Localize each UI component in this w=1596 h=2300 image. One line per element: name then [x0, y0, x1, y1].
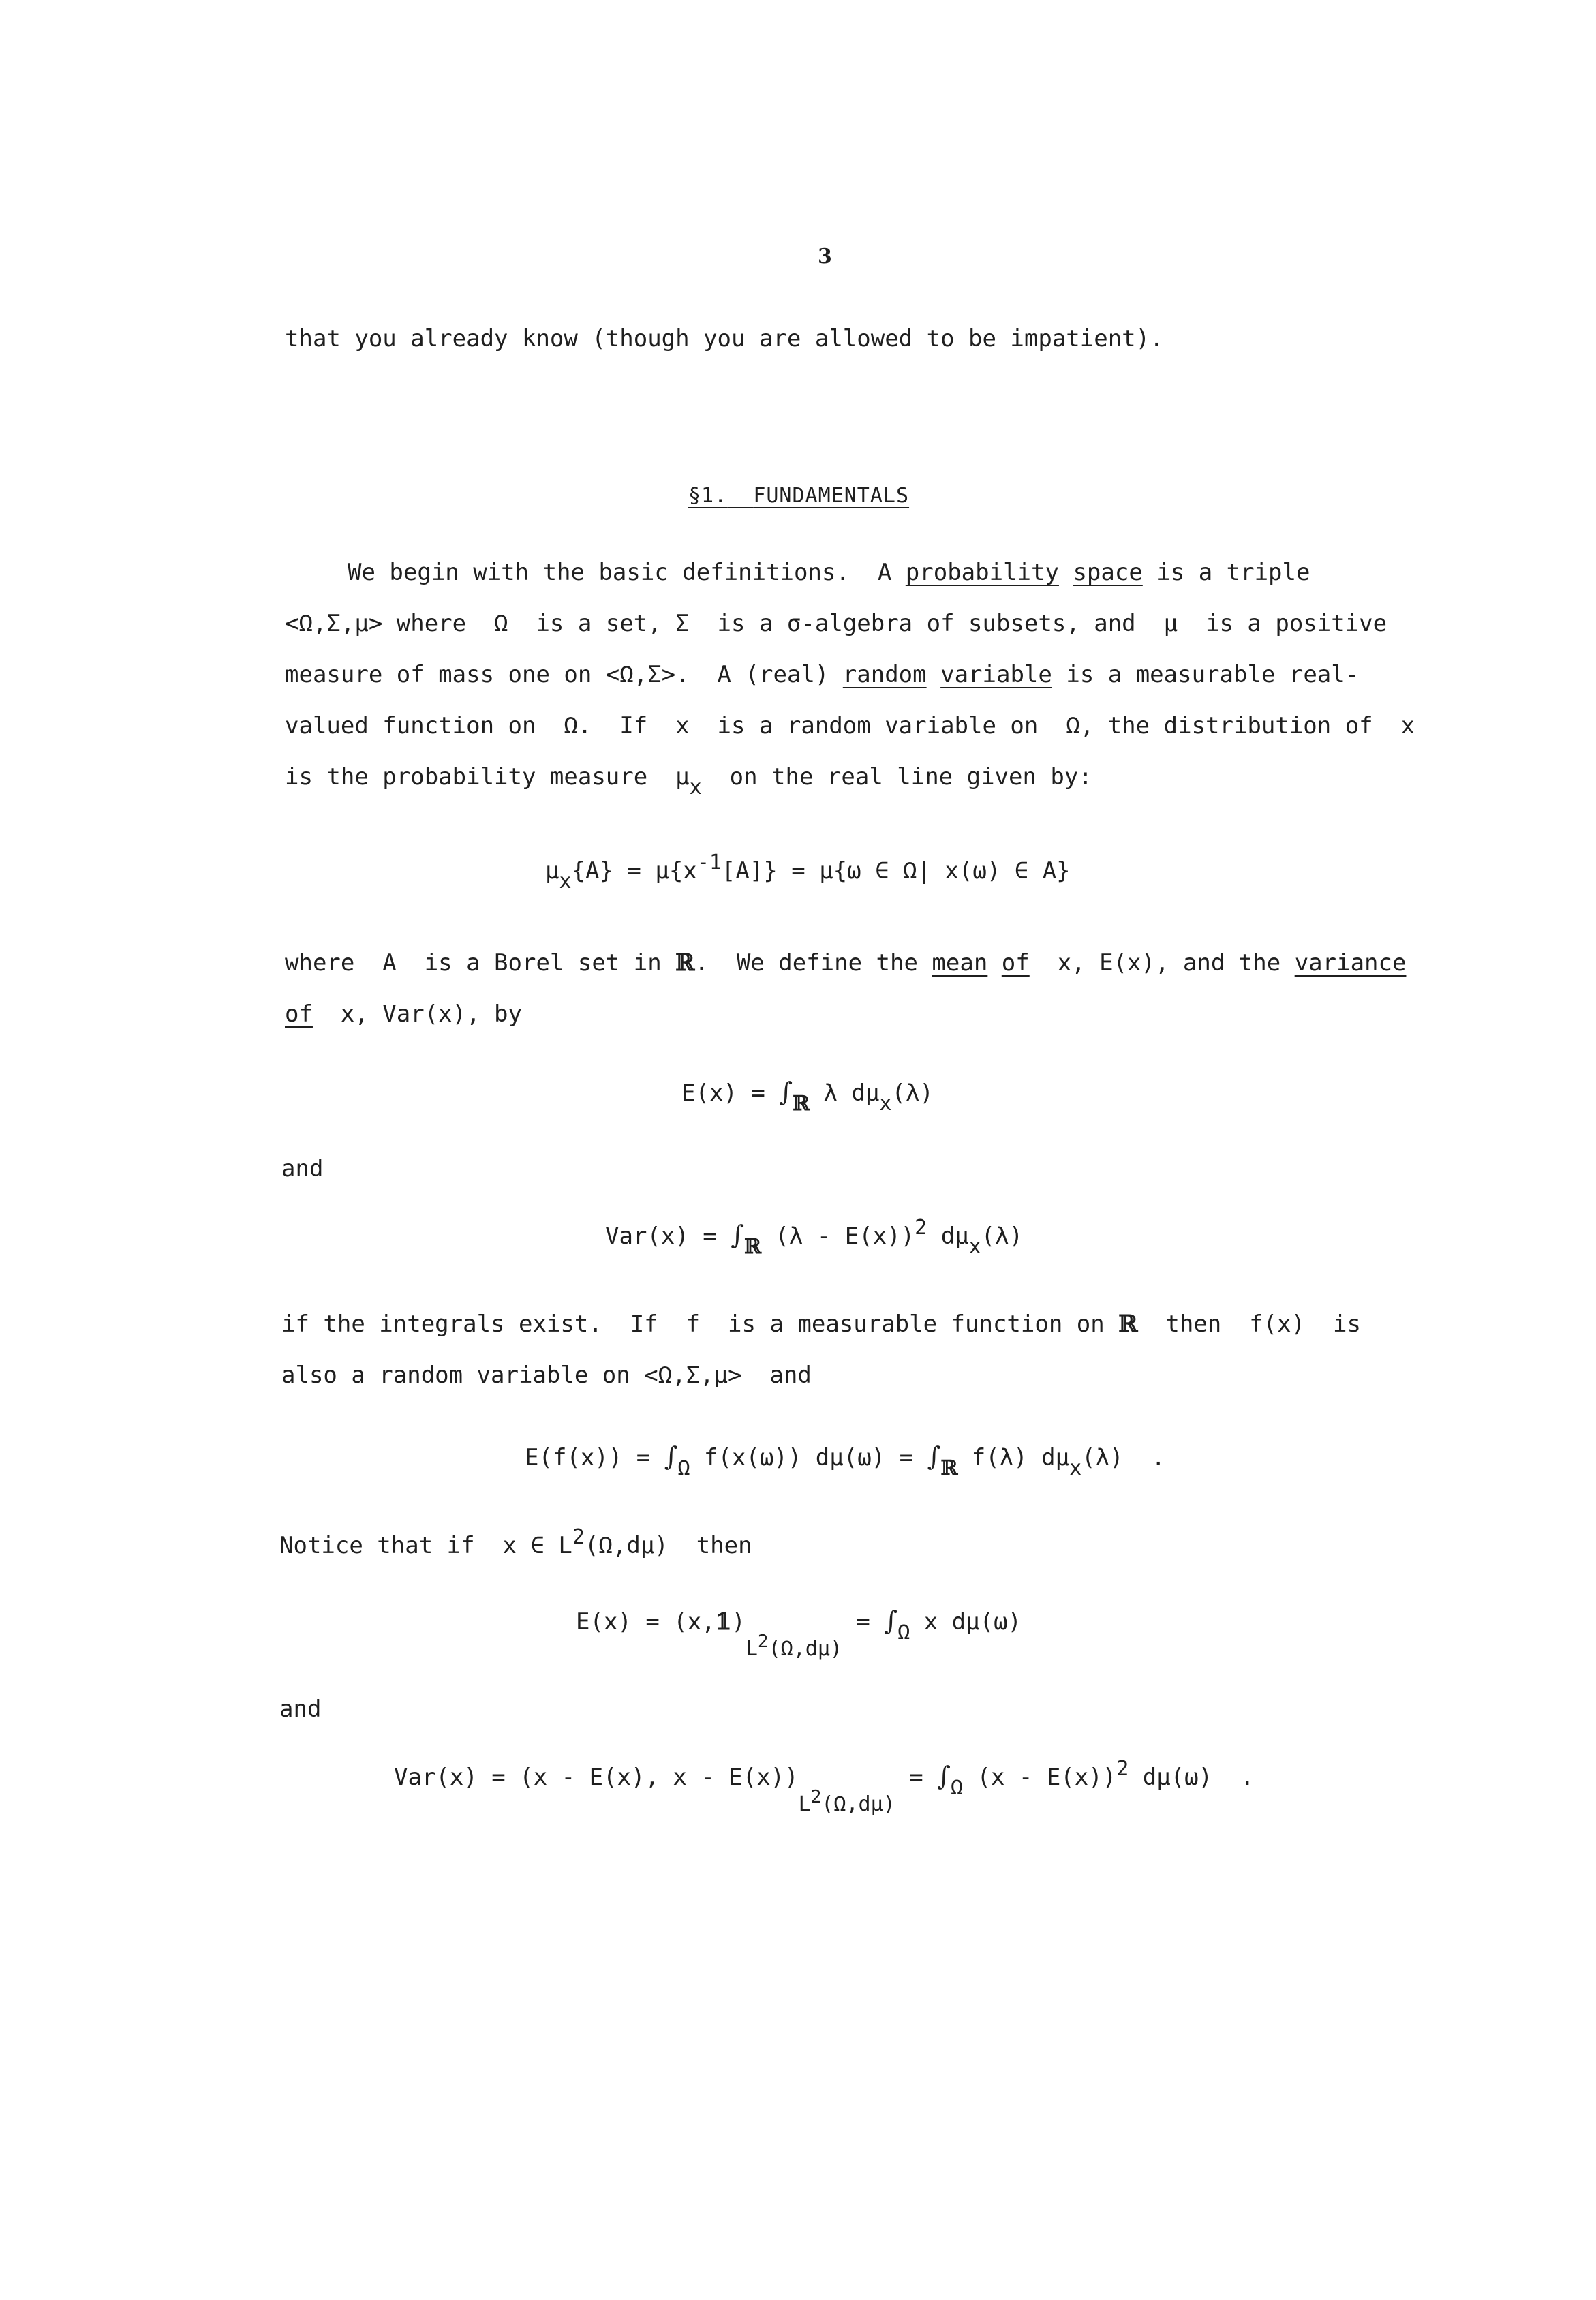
l2-space-subscript: [798, 1787, 895, 1816]
equation-expectation-of-function: [525, 1441, 1165, 1480]
math-run: (Ω,dμ): [768, 1637, 842, 1661]
equation-mean-inner-product: [576, 1606, 1022, 1661]
paragraph-1-line-3: [285, 660, 1359, 690]
superscript: 2: [572, 1525, 585, 1549]
connector-and: and: [281, 1155, 324, 1182]
subscript: x: [559, 870, 572, 893]
text-run: is the probability measure μ: [285, 763, 690, 791]
integral-sign: ∫: [779, 1077, 793, 1107]
math-run: λ dμ: [810, 1079, 880, 1107]
math-run: μ: [545, 857, 559, 885]
text-run: x, Var(x), by: [312, 1000, 522, 1028]
equation-mean: [681, 1077, 934, 1116]
math-run: L: [745, 1637, 758, 1661]
text-run: . We define the: [694, 949, 932, 977]
term-of: of: [285, 1000, 313, 1028]
reals-symbol: ℝ: [1118, 1310, 1138, 1338]
superscript: 2: [1116, 1757, 1129, 1781]
section-title: FUNDAMENTALS: [753, 484, 910, 508]
text-run: x, E(x), and the: [1029, 949, 1295, 977]
indicator-one-symbol: 𝟙: [715, 1608, 732, 1636]
text-run: We begin with the basic definitions. A: [348, 559, 906, 586]
text-run: if the integrals exist. If f is a measurable function on: [281, 1310, 1119, 1338]
subscript: x: [879, 1092, 892, 1116]
l2-space-subscript: [745, 1631, 842, 1661]
math-run: (λ - E(x)): [761, 1223, 915, 1250]
math-run: =: [895, 1764, 938, 1791]
term-mean: mean: [932, 949, 988, 977]
term-random: random: [842, 661, 927, 688]
math-run: dμ: [927, 1223, 969, 1250]
omega-subscript: Ω: [677, 1456, 690, 1480]
math-run: {A} = μ{x: [571, 857, 697, 885]
term-variable: variable: [940, 661, 1052, 688]
term-space: space: [1073, 559, 1143, 586]
math-run: f(λ) dμ: [957, 1444, 1070, 1471]
page-number: 3: [818, 245, 832, 269]
text-run: (Ω,dμ) then: [584, 1532, 752, 1559]
term-variance: variance: [1294, 949, 1407, 977]
subscript: x: [689, 776, 702, 799]
integral-sign: ∫: [731, 1220, 745, 1250]
section-heading: [688, 481, 909, 511]
superscript: 2: [810, 1787, 822, 1807]
math-run: (λ) .: [1081, 1444, 1165, 1471]
paragraph-1-line-4: valued function on Ω. If x is a random variable on Ω, the distribution of x: [285, 712, 1415, 739]
math-run: =: [842, 1608, 885, 1636]
math-run: [A]} = μ{ω ∈ Ω| x(ω) ∈ A}: [721, 857, 1071, 885]
paragraph-2-line-1: [285, 948, 1406, 978]
math-run: Var(x) =: [605, 1223, 731, 1250]
math-run: (λ): [891, 1079, 934, 1107]
subscript: x: [1069, 1456, 1082, 1480]
math-run: (x - E(x)): [963, 1764, 1117, 1791]
paragraph-3-line-2: also a random variable on <Ω,Σ,μ> and: [281, 1362, 812, 1389]
math-run: (Ω,dμ): [821, 1792, 895, 1816]
text-run: is a triple: [1142, 559, 1310, 586]
section-number: §1.: [688, 484, 728, 508]
integral-sign: ∫: [884, 1606, 898, 1636]
superscript: -1: [696, 850, 722, 874]
paragraph-2-line-2: [285, 999, 522, 1029]
text-run: then f(x) is: [1137, 1310, 1361, 1338]
math-run: E(x) = (x,: [576, 1608, 716, 1636]
integral-sign: ∫: [937, 1761, 951, 1791]
math-run: (λ): [981, 1223, 1024, 1250]
equation-distribution: [545, 850, 1071, 893]
subscript: x: [968, 1235, 981, 1259]
paragraph-1-line-2: <Ω,Σ,μ> where Ω is a set, Σ is a σ-algebra of subsets, and μ is a positive: [285, 610, 1387, 637]
equation-variance: [605, 1216, 1024, 1259]
math-run: E(f(x)) =: [525, 1444, 664, 1471]
text-run: on the real line given by:: [701, 763, 1092, 791]
integral-sign: ∫: [664, 1441, 678, 1471]
reals-symbol: ℝ: [744, 1235, 761, 1259]
text-run: is a measurable real-: [1052, 661, 1360, 688]
text-run: where A is a Borel set in: [285, 949, 676, 977]
reals-symbol: ℝ: [793, 1092, 810, 1116]
math-run: x dμ(ω): [910, 1608, 1022, 1636]
paragraph-1-line-1: [348, 557, 1310, 587]
omega-subscript: Ω: [897, 1621, 910, 1644]
connector-and: and: [279, 1696, 322, 1723]
math-run: f(x(ω)) dμ(ω) =: [690, 1444, 927, 1471]
math-run: E(x) =: [681, 1079, 780, 1107]
reals-symbol: ℝ: [675, 949, 695, 977]
math-run: L: [798, 1792, 811, 1816]
math-run: dμ(ω) .: [1129, 1764, 1255, 1791]
omega-subscript: Ω: [950, 1776, 964, 1800]
intro-line: that you already know (though you are allowed to be impatient).: [285, 325, 1164, 352]
equation-variance-inner-product: [394, 1757, 1255, 1816]
superscript: 2: [915, 1216, 927, 1240]
superscript: 2: [757, 1631, 769, 1652]
term-of: of: [1001, 949, 1030, 977]
integral-sign: ∫: [927, 1441, 941, 1471]
text-run: Notice that if x ∈ L: [279, 1532, 572, 1559]
paragraph-4: [279, 1525, 752, 1561]
math-run: Var(x) = (x - E(x), x - E(x)): [394, 1764, 799, 1791]
term-probability: probability: [905, 559, 1059, 586]
paragraph-3-line-1: [281, 1309, 1361, 1339]
text-run: measure of mass one on <Ω,Σ>. A (real): [285, 661, 843, 688]
reals-symbol: ℝ: [940, 1456, 958, 1480]
paragraph-1-line-5: [285, 762, 1092, 799]
math-run: ): [731, 1608, 746, 1636]
